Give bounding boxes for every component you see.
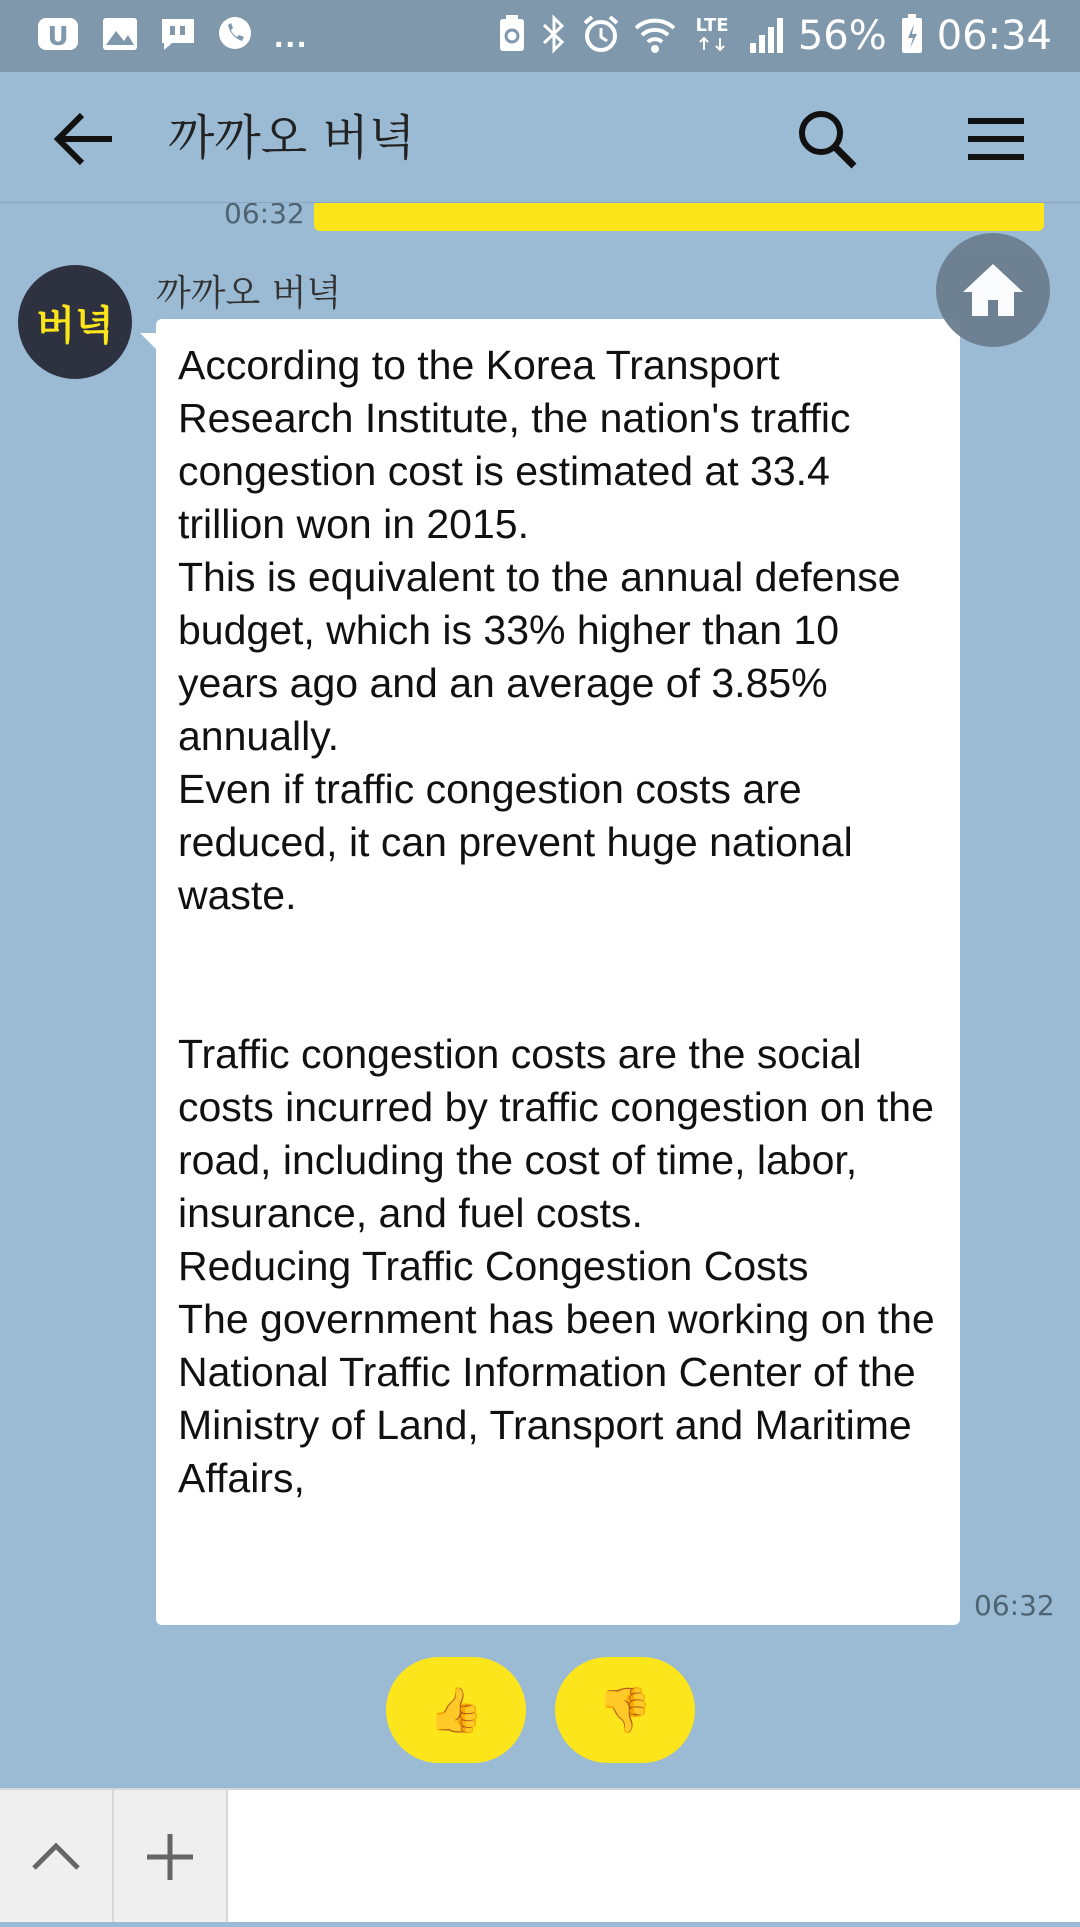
chat-title: 까까오 버녁	[168, 110, 416, 166]
avatar[interactable]	[18, 265, 132, 379]
hamburger-menu-icon	[968, 116, 1024, 162]
message-input[interactable]	[228, 1790, 1080, 1922]
chat-header	[0, 72, 1080, 203]
notification-icons	[36, 16, 308, 56]
chevron-up-icon	[0, 1790, 112, 1922]
bluetooth-icon	[540, 14, 568, 59]
message-icon	[160, 16, 196, 57]
plus-icon	[114, 1790, 226, 1922]
home-icon	[961, 262, 1025, 318]
avatar-text: 버녁	[36, 302, 114, 349]
clock: 06:34	[936, 13, 1052, 59]
message-bubble[interactable]	[156, 319, 960, 1625]
recycle-icon	[498, 15, 526, 58]
back-button[interactable]	[52, 110, 116, 168]
message-spacer	[178, 922, 936, 1028]
message-time: 06:32	[974, 1589, 1055, 1622]
message-paragraph: According to the Korea Transport Research Institute, the nation's traffic congestion cost is estimated at 33.4 trillion won in 2015.	[178, 342, 851, 547]
home-button[interactable]	[936, 233, 1050, 347]
phone-icon	[218, 16, 252, 57]
sender-name: 까까오 버녁	[156, 273, 342, 314]
message-paragraph: The government has been working on the National Traffic Information Center of the Ministry of Land, Transport and Maritime Affairs,	[178, 1296, 935, 1501]
expand-button[interactable]	[0, 1790, 114, 1922]
image-icon	[102, 17, 138, 56]
wifi-icon	[634, 14, 676, 59]
app-icon	[36, 14, 80, 59]
previous-message-bubble[interactable]	[314, 203, 1044, 231]
battery-percent: 56%	[797, 13, 887, 59]
thumbs-down-icon: 👎	[597, 1686, 653, 1735]
lte-icon	[690, 14, 734, 59]
add-button[interactable]	[114, 1790, 228, 1922]
overflow-indicator: ...	[274, 16, 309, 55]
menu-button[interactable]	[968, 116, 1024, 162]
alarm-icon	[582, 14, 620, 59]
message-paragraph: Reducing Traffic Congestion Costs	[178, 1243, 809, 1289]
status-bar	[0, 0, 1080, 72]
thumbs-down-button[interactable]	[555, 1657, 695, 1763]
message-paragraph: Even if traffic congestion costs are reduced, it can prevent huge national waste.	[178, 766, 853, 918]
battery-icon	[901, 14, 923, 59]
search-icon	[796, 108, 858, 170]
signal-icon	[748, 15, 784, 58]
svg-text:U: U	[47, 21, 69, 52]
thumbs-up-icon: 👍	[428, 1686, 484, 1735]
thumbs-up-button[interactable]	[386, 1657, 526, 1763]
system-icons	[498, 10, 1052, 62]
previous-message-time: 06:32	[224, 203, 305, 230]
arrow-left-icon	[52, 110, 116, 168]
svg-text:LTE: LTE	[695, 14, 729, 36]
chat-area[interactable]	[0, 203, 1080, 1788]
message-paragraph: Traffic congestion costs are the social costs incurred by traffic congestion on the road, including the cost of time, labor, insurance, and fuel costs.	[178, 1031, 934, 1236]
search-button[interactable]	[796, 108, 858, 170]
input-bar	[0, 1788, 1080, 1922]
message-paragraph: This is equivalent to the annual defense budget, which is 33% higher than 10 years ago and an average of 3.85% annually.	[178, 554, 901, 759]
